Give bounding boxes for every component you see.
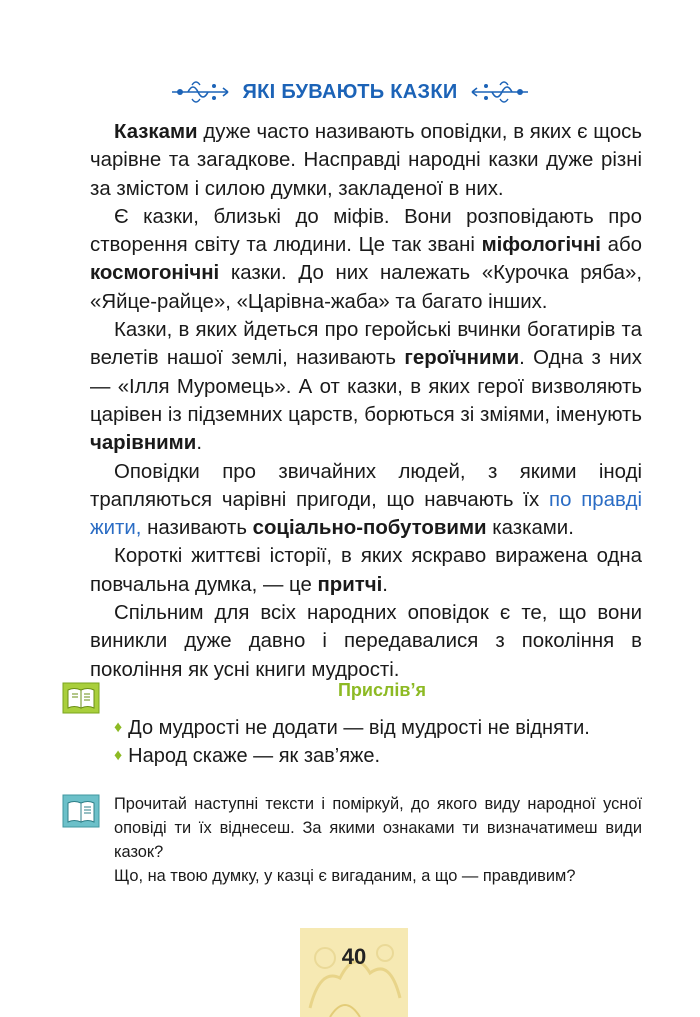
task-text [114,792,642,888]
page-number: 40 [341,944,367,969]
list-item [114,714,674,742]
term-charivnymy: чарівними [90,432,197,455]
term-sotsialno-pobutovymy: соціально-побутовими [252,517,487,540]
open-book-icon [62,794,100,828]
term-prytchi: притчі [317,573,383,596]
paragraph-text: . [196,432,202,455]
term-heroichnymy: героїчними [404,347,520,370]
proverb-text: До мудрості не додати — від мудрості не відняти. [128,717,590,739]
paragraph [90,599,642,684]
paragraph-text: казками. [486,517,574,540]
paragraph-text: Є казки, близькі до міфів. Вони розповідають про створення світу та людини. Це так звані [90,205,642,257]
paragraph [90,203,642,316]
task-line: Що, на твою думку, у казці є вигаданим, а що — правдивим? [114,867,576,885]
main-text [90,118,642,684]
paragraph-text: Казки, в яких йдеться про геройські вчинки богатирів та велетів нашої землі, називають [90,319,642,370]
proverbs-section [62,680,662,770]
paragraph [90,458,642,543]
decorative-pattern-icon [300,928,408,1017]
paragraph-text: Оповідки про звичайних людей, з якими іноді трапляються чарівні пригоди, що навчають їх [90,460,642,511]
diamond-bullet-icon: ♦ [114,719,123,736]
ornament-left-icon [170,77,232,107]
paragraph-text: казки. До них належать «Курочка ряба», «Яйце-райце», «Царівна-жаба» та багато інших. [90,262,642,313]
task-line: Прочитай наступні тексти і поміркуй, до якого виду народної усної оповіді ти їх віднесеш. За якими ознаками ти визначатимеш види казок? [114,795,642,861]
term-mifolohichni: міфологічні [481,234,601,257]
paragraph-text: називають [141,517,253,540]
section-header [0,70,700,114]
task-section [62,792,662,892]
ornament-right-icon [468,77,530,107]
term-kazkamy: Казками [114,121,198,143]
paragraph-text: Спільним для всіх народних оповідок є те, що вони виникли дуже давно і передавалися з покоління в покоління як усні книги мудрості. [90,602,642,681]
paragraph-text: або [600,234,643,257]
paragraph [90,118,642,203]
page-title: ЯКІ БУВАЮТЬ КАЗКИ [242,80,458,103]
list-item [114,742,674,770]
term-kosmohonichni: космогонічні [90,262,220,285]
paragraph-text: . Одна з них — «Ілля Муромець». А от казки, в яких герої визволяють царівен із підземних царств, борються зі зміями, іменують [90,347,642,426]
paragraph-text: Короткі життєві історії, в яких яскраво виражена одна повчальна думка, — це [90,545,642,596]
proverbs-heading: Прислів’я [337,680,426,700]
paragraph-text: дуже часто називають оповідки, в яких є щось чарівне та загадкове. Насправді народні казки дуже різні за змістом і силою думки, закладеної в них. [90,121,642,200]
paragraph-text: . [382,573,388,596]
paragraph [90,542,642,599]
diamond-bullet-icon: ♦ [114,747,123,764]
proverbs-list [114,714,674,770]
paragraph [90,316,642,457]
highlighted-phrase: по правді жити, [90,488,642,540]
page-number-badge [300,928,408,1017]
proverb-text: Народ скаже — як зав’яже. [128,745,381,767]
